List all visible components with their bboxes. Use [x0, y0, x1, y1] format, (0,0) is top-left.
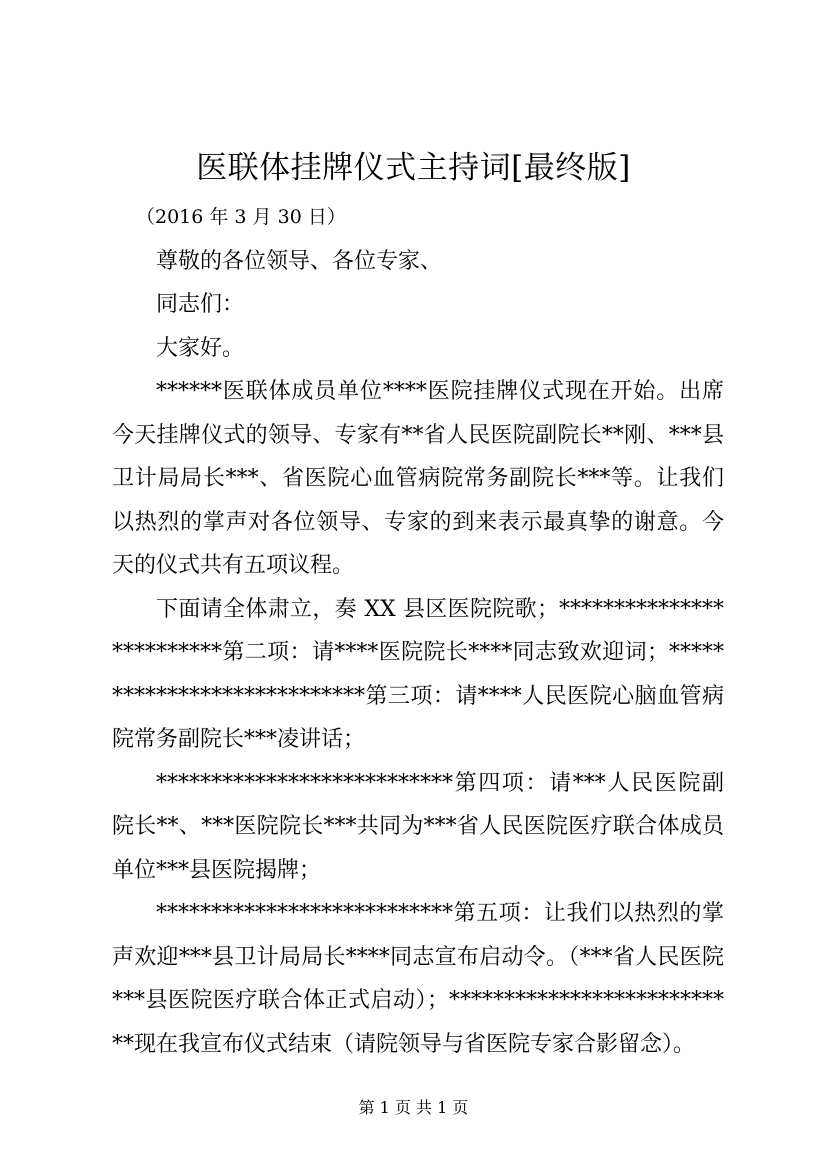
greeting-paragraph: 大家好。	[156, 335, 245, 361]
body-paragraph: ******医联体成员单位****医院挂牌仪式现在开始。出席今天挂牌仪式的领导、专家有**省人民医院副院长**刚、***县卫计局局长***、省医院心血管病院常务副院长***等。让我们以热烈的掌声对各位领导、专家的到来表示最真挚的谢意。今天的仪式共有五项议程。	[112, 379, 724, 578]
body-paragraph: 下面请全体肃立，奏 XX 县区医院院歌；*************************第二项：请****医院院长****同志致欢迎词；****************************第三项：请****人民医院心脑血管病院常务副院长***凌讲话；	[112, 596, 724, 752]
body-paragraph: ***************************第五项：让我们以热烈的掌声欢迎***县卫计局局长****同志宣布启动令。（***省人民医院***县医院医疗联合体正式启动）；***************************现在我宣布仪式结束（请院领导与省医院专家合影留念）。	[112, 901, 724, 1057]
salutation-paragraph: 同志们：	[156, 292, 245, 317]
body-paragraph: ***************************第四项：请***人民医院副院长**、***医院院长***共同为***省人民医院医疗联合体成员单位***县医院揭牌；	[112, 770, 724, 883]
page-footer: 第 1 页 共 1 页	[358, 1098, 469, 1117]
salutation-paragraph: 尊敬的各位领导、各位专家、	[156, 248, 443, 274]
document-body	[112, 196, 724, 1066]
document-date: （2016 年 3 月 30 日）	[136, 206, 346, 228]
document-title: 医联体挂牌仪式主持词[最终版]	[196, 150, 631, 186]
